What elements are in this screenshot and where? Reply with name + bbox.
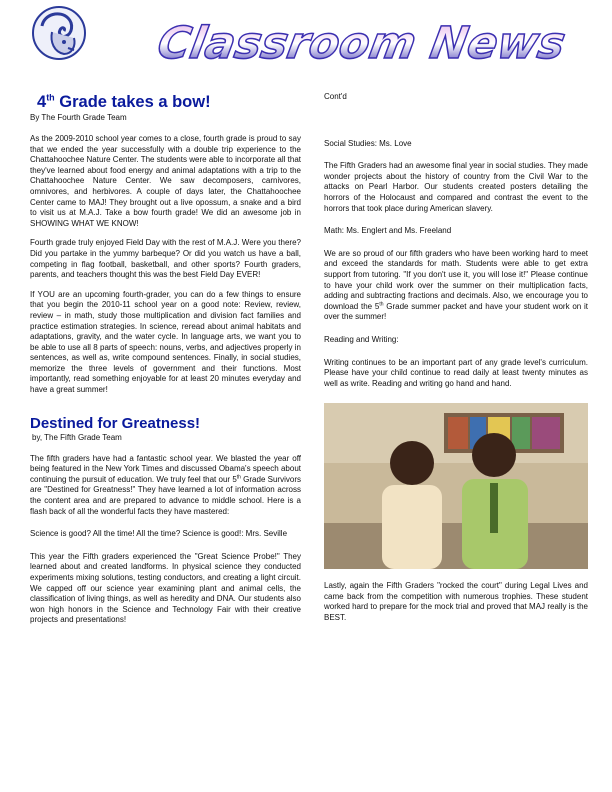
article1-paragraph: Fourth grade truly enjoyed Field Day with the rest of M.A.J. Were you there? Did you partake in the yummy barbeque? Or did you watch us have a ball, competing in flag football, basketball, and other sports? Fourth graders, parents, and teachers thought this was the best Field Day EVER! <box>30 238 301 280</box>
reading-writing-label: Reading and Writing: <box>324 334 399 344</box>
reading-writing-text: Writing continues to be an important part of any grade level's curriculum. Please have your child continue to read daily at least twenty minutes as well as write. Reading and writing go hand and hand. <box>324 357 588 388</box>
article2-paragraph: This year the Fifth graders experienced the "Great Science Probe!" They learned about and created landforms. In physical science they conducted experiments mixing solutions, testing conductors, and creating a light circuit. We capped off our science year examining plant and animal cells, the classification of living things, as well as heredity and DNA. Our students also won high honors in the Science and Technology Fair with their creative projects and presentations! <box>30 551 301 625</box>
article1-paragraph: If YOU are an upcoming fourth-grader, you can do a few things to ensure that you begin the 2010-11 school year on a good note: Review, review, review – in math, study those multiplication and division fact families and practice estimation strategies. In science, reread about animal habitats and adaptations, gravity, and the water cycle. In language arts, we want you to be able to use all 8 parts of speech: nouns, verbs, and adjectives properly in sentences, as well as, write compound sentences. Finally, in social studies, memorize the three levels of government and their functions. Most importantly, read something enjoyable for at least 20 minutes everyday and have a great summer! <box>30 289 301 395</box>
article2-byline: by, The Fifth Grade Team <box>32 432 122 442</box>
right-column <box>324 88 588 624</box>
ram-mascot-logo <box>30 4 88 62</box>
article2-paragraph: The fifth graders have had a fantastic school year. We blasted the year off being featured in the New York Times and discussed Obama's speech about continuing the pursuit of education. We truly feel that our 5th Grade Survivors are "Destined for Greatness!" They have learned a lot of information across the content area and are prepared to advance to middle school. Here is a flash back of all the wonderful facts they have mastered: <box>30 453 301 516</box>
article2-title: Destined for Greatness! <box>30 414 201 432</box>
social-studies-label: Social Studies: Ms. Love <box>324 138 412 148</box>
social-studies-text: The Fifth Graders had an awesome final year in social studies. They made wonder projects about the history of country from the Civil War to the attacks on Pearl Harbor. Our students created posters detailing the horrors of the Holocaust and compared and contrast the event to the horrors that took place during American slavery. <box>324 161 588 213</box>
article1-byline: By The Fourth Grade Team <box>30 113 127 122</box>
contd-label: Cont'd <box>324 92 347 101</box>
science-label: Science is good? All the time! All the time? Science is good!: Mrs. Seville <box>30 529 288 539</box>
banner-text: Classroom News <box>153 18 569 69</box>
article1-paragraph: As the 2009-2010 school year comes to a close, fourth grade is proud to say that we ended the year successfully with a double trip experience to the Chattahoochee Nature Center. The students were able to incorporate all that they've learned about food energy and animal adaptations with a trip to the Chattahoochee Nature Center. We saw decomposers, carnivores, omnivores, and herbivores. A couple of days later, the Chattahoochee Center came to MAJ! They brought out a live opossum, a snake and a bird to visit us at M.A.J. Take a bow fourth grade! We did an awesome job in SHOWING WHAT WE KNOW! <box>30 134 301 228</box>
classroom-news-banner <box>120 6 600 78</box>
article1-title: 4th Grade takes a bow! <box>37 92 211 111</box>
math-label: Math: Ms. Englert and Ms. Freeland <box>324 226 452 236</box>
math-text: We are so proud of our fifth graders who have been working hard to meet and exceed the standards for math. Students were able to get extra support from tutoring. "If you don't use it, you will lose it!" Please continue to have your child work over the summer on their multiplication facts, adding and subtracting fractions and decimals. Also, we encourage you to download the 5th Grade summer packet and have your student work on it over the summer! <box>324 248 588 322</box>
closing-text: Lastly, again the Fifth Graders "rocked the court" during Legal Lives and came back from the competition with numerous trophies. These student worked hard to prepare for the mock trial and proved that MAJ really is the BEST. <box>324 581 588 623</box>
left-column <box>30 88 301 626</box>
students-photo <box>324 403 588 569</box>
